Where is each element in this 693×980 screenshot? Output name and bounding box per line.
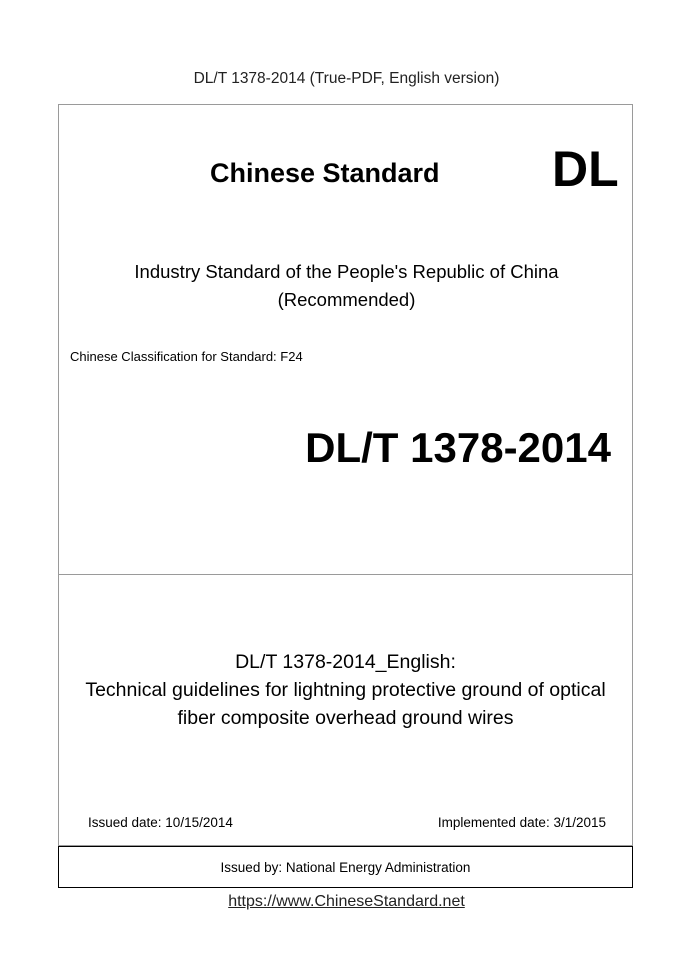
document-title <box>58 648 633 732</box>
industry-statement <box>0 258 693 314</box>
issuer-text: Issued by: National Energy Administration <box>220 859 471 875</box>
website-link[interactable]: https://www.ChineseStandard.net <box>228 893 465 910</box>
title-line-main: Technical guidelines for lightning protective ground of optical <box>85 679 606 701</box>
issuer-box <box>58 846 633 888</box>
industry-line: Industry Standard of the People's Republic of China <box>134 261 559 282</box>
issued-date: Issued date: 10/15/2014 <box>88 815 233 830</box>
standard-heading: Chinese Standard <box>210 158 440 188</box>
title-line-code: DL/T 1378-2014_English: <box>235 651 456 673</box>
standard-number: DL/T 1378-2014 <box>305 424 611 471</box>
dl-mark: DL <box>552 141 619 197</box>
classification-text: Chinese Classification for Standard: F24 <box>70 349 303 364</box>
recommended-line: (Recommended) <box>277 289 416 310</box>
page-header: DL/T 1378-2014 (True-PDF, English version) <box>193 70 500 87</box>
implemented-date: Implemented date: 3/1/2015 <box>437 815 606 830</box>
title-line-cont: fiber composite overhead ground wires <box>177 707 514 729</box>
